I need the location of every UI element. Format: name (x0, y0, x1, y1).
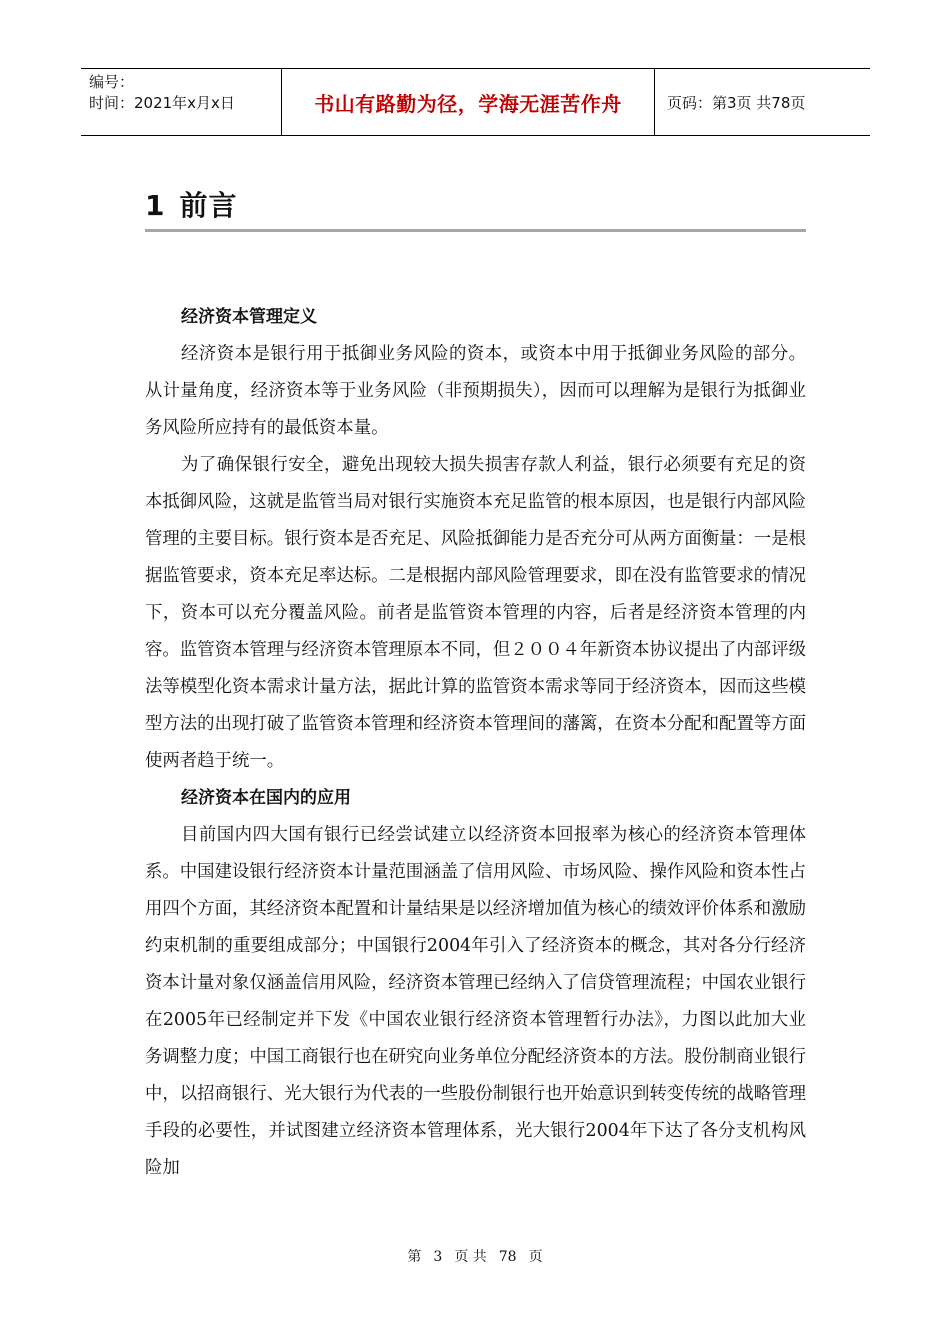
document-body (145, 299, 806, 1187)
chapter-divider (145, 229, 806, 232)
header-motto: 书山有路勤为径，学海无涯苦作舟 (282, 69, 655, 135)
header-number-label: 编号： (89, 73, 135, 91)
header-date-label: 时间：2021年x月x日 (89, 94, 235, 112)
chapter-title: 前言 (179, 189, 238, 222)
page-header (81, 68, 870, 136)
paragraph: 经济资本是银行用于抵御业务风险的资本，或资本中用于抵御业务风险的部分。从计量角度，经济资本等于业务风险（非预期损失），因而可以理解为是银行为抵御业务风险所应持有的最低资本量。 (145, 344, 806, 438)
page-footer (0, 1246, 950, 1266)
header-meta-cell (81, 69, 282, 135)
footer-suffix: 页 (528, 1249, 543, 1265)
paragraph: 目前国内四大国有银行已经尝试建立以经济资本回报率为核心的经济资本管理体系。中国建设银行经济资本计量范围涵盖了信用风险、市场风险、操作风险和资本性占用四个方面，其经济资本配置和计量结果是以经济增加值为核心的绩效评价体系和激励约束机制的重要组成部分；中国银行2004年引入了经济资本的概念，其对各分行经济资本计量对象仅涵盖信用风险，经济资本管理已经纳入了信贷管理流程；中国农业银行在2005年已经制定并下发《中国农业银行经济资本管理暂行办法》，力图以此加大业务调整力度；中国工商银行也在研究向业务单位分配经济资本的方法。股份制商业银行中，以招商银行、光大银行为代表的一些股份制银行也开始意识到转变传统的战略管理手段的必要性，并试图建立经济资本管理体系，光大银行2004年下达了各分支机构风险加 (145, 825, 806, 1178)
footer-prefix: 第 (407, 1249, 422, 1265)
footer-total-pages: 78 (498, 1249, 517, 1265)
section-title: 经济资本管理定义 (181, 307, 317, 327)
chapter-number: 1 (145, 189, 166, 222)
chapter-heading (145, 184, 238, 224)
section-title: 经济资本在国内的应用 (181, 788, 351, 808)
paragraph: 为了确保银行安全，避免出现较大损失损害存款人利益，银行必须要有充足的资本抵御风险，这就是监管当局对银行实施资本充足监管的根本原因，也是银行内部风险管理的主要目标。银行资本是否充足、风险抵御能力是否充分可从两方面衡量：一是根据监管要求，资本充足率达标。二是根据内部风险管理要求，即在没有监管要求的情况下，资本可以充分覆盖风险。前者是监管资本管理的内容，后者是经济资本管理的内容。监管资本管理与经济资本管理原本不同，但２００４年新资本协议提出了内部评级法等模型化资本需求计量方法，据此计算的监管资本需求等同于经济资本，因而这些模型方法的出现打破了监管资本管理和经济资本管理间的藩篱，在资本分配和配置等方面使两者趋于统一。 (145, 455, 806, 771)
footer-page-number: 3 (433, 1249, 443, 1265)
footer-middle: 页 共 (454, 1249, 487, 1265)
header-page-info: 页码：第3页 共78页 (667, 93, 806, 112)
